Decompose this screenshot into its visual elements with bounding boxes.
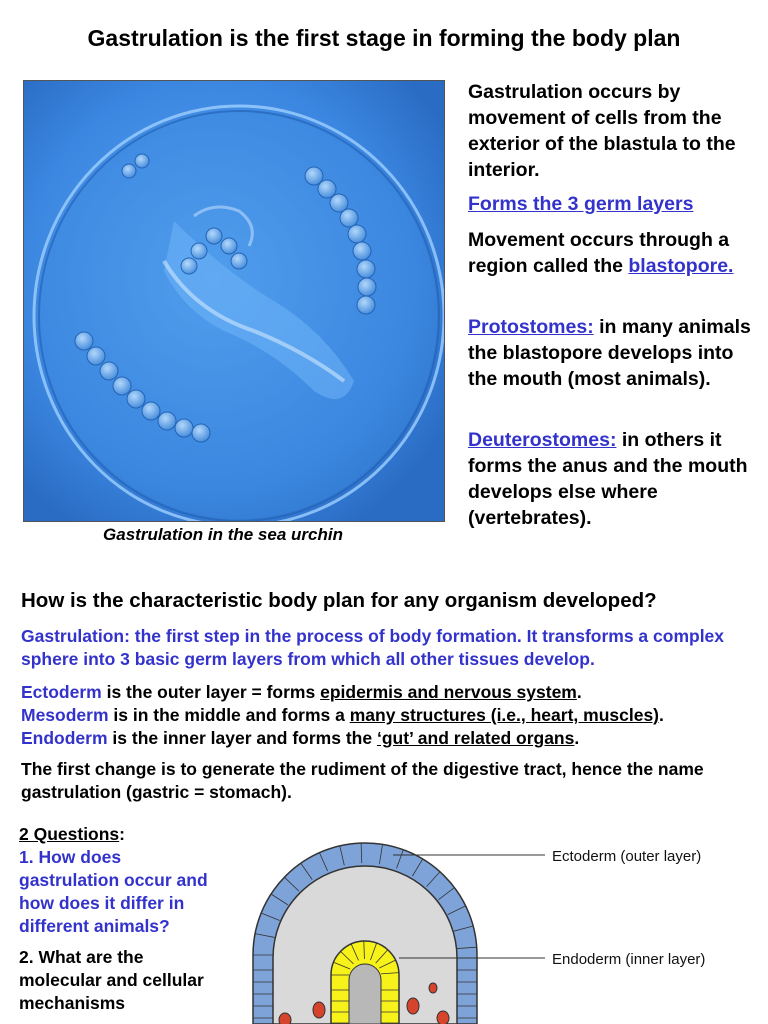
ectoderm-end: . bbox=[576, 682, 582, 702]
side-text-1: Gastrulation occurs by movement of cells from the exterior of the blastula to the interior. bbox=[468, 81, 736, 181]
section-heading: How is the characteristic body plan for any organism developed? bbox=[21, 589, 657, 612]
endoderm-mid: is the inner layer and forms the bbox=[112, 728, 373, 748]
digestive-text: The first change is to generate the rudiment of the digestive tract, hence the name gastrulation (gastric = stomach). bbox=[21, 759, 704, 802]
mesoderm-mid: is in the middle and forms a bbox=[113, 705, 345, 725]
mesoderm-tail: many structures (i.e., heart, muscles) bbox=[349, 705, 660, 725]
ectoderm-label: Ectoderm (outer layer) bbox=[552, 848, 702, 865]
intro-paragraph bbox=[21, 625, 761, 671]
deuterostomes-link[interactable]: Deuterostomes: bbox=[468, 429, 617, 451]
side-paragraph-3 bbox=[468, 227, 758, 279]
question-2: 2. What are the molecular and cellular mechanisms bbox=[19, 947, 204, 1013]
question-1: 1. How does gastrulation occur and how does it differ in different animals? bbox=[19, 847, 208, 936]
ectoderm-mid: is the outer layer = forms bbox=[106, 682, 316, 702]
endoderm-end: . bbox=[574, 728, 580, 748]
gastrula-diagram bbox=[235, 830, 768, 1024]
digestive-paragraph bbox=[21, 758, 761, 804]
questions-colon: : bbox=[119, 824, 125, 844]
protostomes-link[interactable]: Protostomes: bbox=[468, 316, 594, 338]
ectoderm-line bbox=[21, 681, 761, 704]
ectoderm-term: Ectoderm bbox=[21, 682, 102, 702]
archenteron bbox=[349, 964, 381, 1024]
side-text-3: Movement occurs through a region called the bbox=[468, 229, 730, 277]
questions-block bbox=[19, 823, 219, 1015]
side-paragraph-2 bbox=[468, 191, 758, 217]
blastopore-link[interactable]: blastopore. bbox=[628, 255, 734, 277]
intro-text: Gastrulation: the first step in the process of body formation. It transforms a complex sphere into 3 basic germ layers from which all other tissues develop. bbox=[21, 626, 725, 669]
mesoderm-end: . bbox=[659, 705, 664, 725]
page-title: Gastrulation is the first stage in forming the body plan bbox=[87, 25, 681, 51]
endoderm-term: Endoderm bbox=[21, 728, 108, 748]
side-paragraph-1 bbox=[468, 79, 758, 183]
side-text-5: in others it forms the anus and the mouth develops else where (vertebrates). bbox=[468, 429, 748, 529]
photo-caption: Gastrulation in the sea urchin bbox=[103, 525, 343, 544]
endoderm-tail: ‘gut’ and related organs bbox=[376, 728, 575, 748]
ectoderm-tail: epidermis and nervous system bbox=[320, 682, 577, 702]
side-paragraph-5 bbox=[468, 427, 758, 531]
mesoderm-term: Mesoderm bbox=[21, 705, 109, 725]
side-paragraph-4 bbox=[468, 314, 758, 392]
endoderm-label: Endoderm (inner layer) bbox=[552, 951, 706, 968]
side-text-4: in many animals the blastopore develops into the mouth (most animals). bbox=[468, 316, 751, 390]
sea-urchin-photo bbox=[23, 80, 445, 522]
questions-heading: 2 Questions bbox=[19, 824, 120, 844]
germ-layers-link[interactable]: Forms the 3 germ layers bbox=[468, 193, 694, 215]
germ-layer-list bbox=[21, 681, 761, 750]
mesoderm-line bbox=[21, 704, 761, 727]
endoderm-line bbox=[21, 727, 761, 750]
